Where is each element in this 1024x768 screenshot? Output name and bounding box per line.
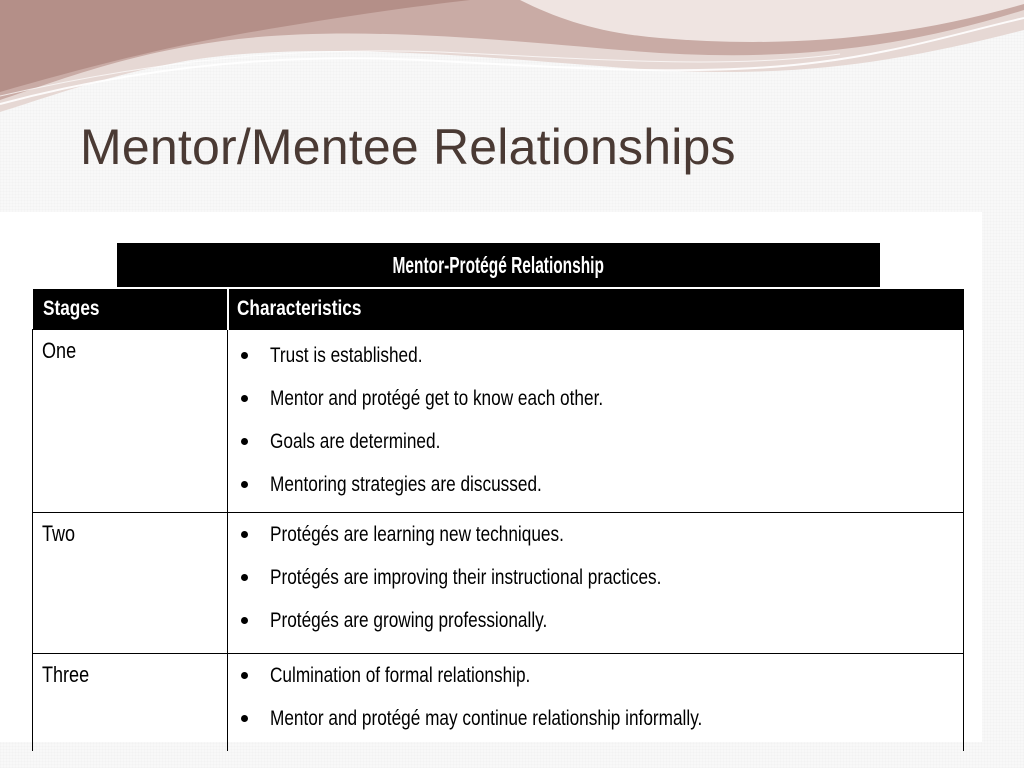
table-row bbox=[33, 513, 964, 654]
bullet-icon bbox=[241, 672, 248, 679]
bullet-icon bbox=[241, 395, 248, 402]
stage-cell: Three bbox=[33, 654, 228, 752]
characteristics-cell bbox=[228, 330, 964, 513]
bullet-icon bbox=[241, 715, 248, 722]
stage-cell: One bbox=[33, 330, 228, 513]
characteristics-cell bbox=[228, 513, 964, 654]
list-item: Mentor and protégé get to know each other. bbox=[228, 377, 963, 420]
characteristics-cell bbox=[228, 654, 964, 752]
column-header-stages: Stages bbox=[33, 288, 228, 330]
bullet-icon bbox=[241, 481, 248, 488]
mentor-protege-table bbox=[32, 243, 964, 751]
table-panel bbox=[0, 212, 982, 742]
table-row bbox=[33, 330, 964, 513]
list-item: Protégés are growing professionally. bbox=[228, 599, 963, 642]
bullet-icon bbox=[241, 352, 248, 359]
list-item: Protégés are improving their instructional practices. bbox=[228, 556, 963, 599]
slide-title: Mentor/Mentee Relationships bbox=[80, 119, 736, 175]
list-item: Protégés are learning new techniques. bbox=[228, 513, 963, 556]
bullet-icon bbox=[241, 574, 248, 581]
list-item: Trust is established. bbox=[228, 334, 963, 377]
table-caption: Mentor-Protégé Relationship bbox=[116, 243, 879, 288]
list-item: Mentoring strategies are discussed. bbox=[228, 463, 963, 506]
bullet-icon bbox=[241, 617, 248, 624]
list-item: Culmination of formal relationship. bbox=[228, 654, 963, 697]
table-row bbox=[33, 654, 964, 752]
table-header-row bbox=[33, 288, 964, 330]
column-header-characteristics: Characteristics bbox=[228, 288, 964, 330]
decorative-swoosh bbox=[0, 0, 1024, 120]
stage-cell: Two bbox=[33, 513, 228, 654]
list-item: Mentor and protégé may continue relationship informally. bbox=[228, 697, 963, 740]
list-item: Goals are determined. bbox=[228, 420, 963, 463]
bullet-icon bbox=[241, 438, 248, 445]
bullet-icon bbox=[241, 531, 248, 538]
table-caption-row bbox=[33, 243, 964, 288]
